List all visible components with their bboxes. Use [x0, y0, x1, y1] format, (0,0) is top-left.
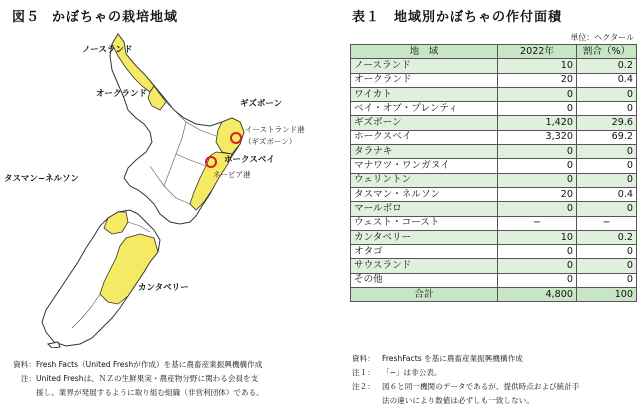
share-cell: 0: [577, 273, 637, 287]
table-row: [351, 159, 637, 173]
table-row: [351, 145, 637, 159]
stewart-island: [48, 342, 60, 348]
table-row: [351, 230, 637, 244]
label-northland: ノースランド: [82, 45, 133, 55]
share-cell: 0: [577, 87, 637, 101]
share-cell: 0.4: [577, 73, 637, 87]
total-share: 100: [577, 288, 637, 302]
table-title: [352, 6, 562, 25]
region-cell: ベイ・オブ・プレンティ: [351, 102, 498, 116]
region-cell: ワイカト: [351, 87, 498, 101]
share-cell: 0: [577, 245, 637, 259]
region-cell: ウェスト・コースト: [351, 216, 498, 230]
table-notes: [352, 352, 638, 408]
region-cell: その他: [351, 273, 498, 287]
share-cell: 0.4: [577, 187, 637, 201]
share-cell: 0: [577, 202, 637, 216]
region-cell: オタゴ: [351, 245, 498, 259]
area-cell: 0: [498, 173, 577, 187]
area-cell: 0: [498, 259, 577, 273]
table-row: [351, 87, 637, 101]
region-cell: オークランド: [351, 73, 498, 87]
table-total-row: [351, 288, 637, 302]
share-cell: −: [577, 216, 637, 230]
figure-note: [6, 372, 340, 386]
area-cell: 0: [498, 102, 577, 116]
area-cell: 0: [498, 245, 577, 259]
header-year: 2022年: [498, 45, 577, 59]
area-cell: 10: [498, 59, 577, 73]
label-canterbury: カンタベリー: [138, 283, 189, 293]
share-cell: 29.6: [577, 116, 637, 130]
new-zealand-map: [0, 26, 345, 348]
figure-notes: [6, 358, 340, 400]
area-cell: 20: [498, 73, 577, 87]
table-note-text: FreshFacts を基に農畜産業振興機構作成: [382, 354, 523, 363]
area-cell: 0: [498, 87, 577, 101]
area-cell: 0: [498, 273, 577, 287]
share-cell: 0: [577, 159, 637, 173]
header-share: 割合（%）: [577, 45, 637, 59]
table-header-row: [351, 45, 637, 59]
area-cell: 10: [498, 230, 577, 244]
table-row: [351, 116, 637, 130]
table-title-text: 地域別かぼちゃの作付面積: [394, 10, 563, 25]
table-row: [351, 59, 637, 73]
share-cell: 0.2: [577, 59, 637, 73]
share-cell: 0: [577, 145, 637, 159]
table-row: [351, 202, 637, 216]
figure-note-key: 資料：: [13, 360, 36, 369]
total-label: 合計: [351, 288, 498, 302]
table-note: [352, 366, 638, 380]
area-cell: 20: [498, 187, 577, 201]
figure-title-text: かぼちゃの栽培地域: [52, 10, 179, 25]
table-note: [352, 380, 638, 394]
table-note: [352, 352, 638, 366]
table-row: [351, 187, 637, 201]
area-cell: −: [498, 216, 577, 230]
table-row: [351, 245, 637, 259]
table-note-key: 資料：: [352, 354, 375, 363]
figure-note-continuation: 援し、業界が発展するように取り組む組織（非営利団体）である。: [36, 388, 264, 397]
table-row: [351, 130, 637, 144]
table-row: [351, 273, 637, 287]
region-cell: サウスランド: [351, 259, 498, 273]
label-napier-port: ネーピア港: [213, 170, 251, 179]
label-auckland: オークランド: [96, 89, 148, 99]
figure-note-text: Fresh Facts（United Freshが作成）を基に農畜産業振興機構作成: [36, 360, 263, 369]
table-row: [351, 73, 637, 87]
table-row: [351, 102, 637, 116]
figure-number: 図５: [12, 10, 41, 25]
area-table: [350, 44, 637, 302]
share-cell: 0: [577, 173, 637, 187]
label-eastland-port: イーストランド港: [245, 125, 305, 134]
label-eastland-port-sub: （ギズボーン）: [244, 137, 297, 146]
label-hawkes-bay: ホークスベイ: [224, 155, 275, 165]
figure-title: [12, 6, 178, 25]
region-cell: ノースランド: [351, 59, 498, 73]
table-unit: 単位：ヘクタール: [570, 33, 634, 42]
table-row: [351, 216, 637, 230]
table-number: 表１: [352, 10, 381, 25]
area-cell: 0: [498, 145, 577, 159]
region-cell: ギズボーン: [351, 116, 498, 130]
table-note-continuation: 法の違いにより数値は必ずしも一致しない。: [382, 396, 534, 405]
region-cell: マナワツ・ワンガヌイ: [351, 159, 498, 173]
share-cell: 0.2: [577, 230, 637, 244]
region-cell: ホークスベイ: [351, 130, 498, 144]
region-cell: タスマン・ネルソン: [351, 187, 498, 201]
table-note-text: 「−」は非公表。: [382, 368, 442, 377]
area-cell: 3,320: [498, 130, 577, 144]
share-cell: 69.2: [577, 130, 637, 144]
table-note-text: 図６と同一機関のデータであるが、提供時点および統計手: [382, 382, 580, 391]
table-note-key: 注１：: [352, 368, 375, 377]
table-row: [351, 173, 637, 187]
table-note-key: 注２：: [352, 382, 375, 391]
figure-note-key: 注：: [20, 374, 36, 383]
region-cell: マールボロ: [351, 202, 498, 216]
total-area: 4,800: [498, 288, 577, 302]
area-cell: 0: [498, 202, 577, 216]
region-cell: カンタベリー: [351, 230, 498, 244]
area-cell: 1,420: [498, 116, 577, 130]
figure-note-text: United Freshは、ＮＺの生鮮果実・農産物分野に関わる会員を支: [36, 374, 259, 383]
figure-note: [6, 358, 340, 372]
region-cell: タラナキ: [351, 145, 498, 159]
label-tasman-nelson: タスマン−ネルソン: [4, 174, 79, 184]
table-row: [351, 259, 637, 273]
area-cell: 0: [498, 159, 577, 173]
south-island-outline: [42, 210, 160, 346]
share-cell: 0: [577, 259, 637, 273]
share-cell: 0: [577, 102, 637, 116]
label-gisborne: ギズボーン: [240, 99, 283, 109]
header-region: 地 域: [351, 45, 498, 59]
region-cell: ウェリントン: [351, 173, 498, 187]
